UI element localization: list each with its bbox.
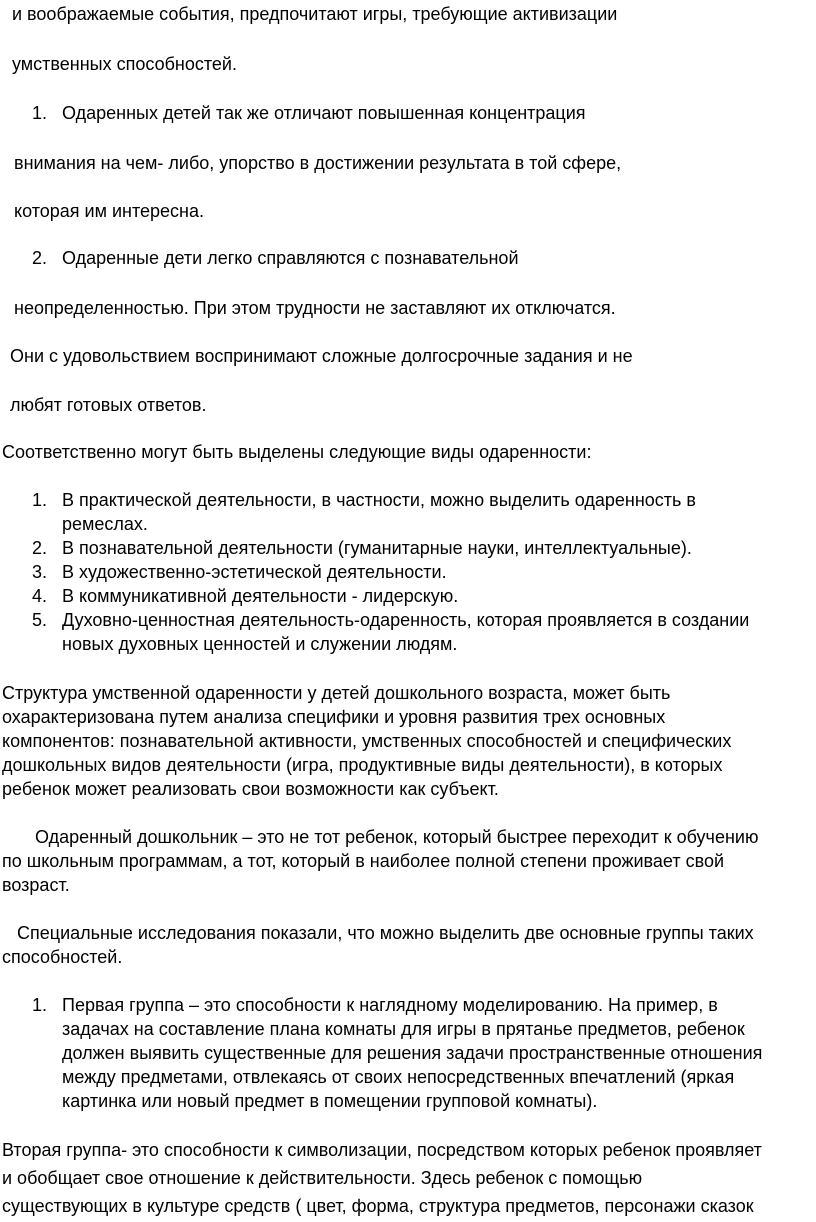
list-number: 3. — [32, 562, 48, 582]
paragraph-line: возраст. — [2, 875, 70, 895]
list-number: 1. — [32, 490, 48, 510]
list-number: 2. — [32, 248, 48, 268]
list-item-line: картинка или новый предмет в помещении групповой комнаты). — [62, 1091, 598, 1111]
list-item-line: Одаренных детей так же отличают повышенная концентрация — [62, 103, 586, 123]
list-item-line: В познавательной деятельности (гуманитарные науки, интеллектуальные). — [62, 538, 692, 558]
paragraph-line: и обобщает свое отношение к действительности. Здесь ребенок с помощью — [2, 1168, 643, 1188]
paragraph-line: способностей. — [2, 947, 123, 967]
paragraph-line: Вторая группа- это способности к символизации, посредством которых ребенок проявляет — [2, 1140, 762, 1160]
list-item-line: В художественно-эстетической деятельности. — [62, 562, 447, 582]
paragraph-line: Структура умственной одаренности у детей дошкольного возраста, может быть — [2, 683, 671, 703]
paragraph-line: по школьным программам, а тот, который в наиболее полной степени проживает свой — [2, 851, 725, 871]
list-item-line: задачах на составление плана комнаты для игры в прятанье предметов, ребенок — [62, 1019, 745, 1039]
types-heading: Соответственно могут быть выделены следующие виды одаренности: — [2, 442, 592, 462]
paragraph-line: компонентов: познавательной активности, умственных способностей и специфических — [2, 731, 732, 751]
list-item-line: В практической деятельности, в частности, можно выделить одаренность в — [62, 490, 696, 510]
paragraph-line: ребенок может реализовать свои возможности как субъект. — [2, 779, 499, 799]
paragraph-line: охарактеризована путем анализа специфики и уровня развития трех основных — [2, 707, 666, 727]
list-number: 5. — [32, 610, 48, 630]
list-item-line: Одаренные дети легко справляются с познавательной — [62, 248, 519, 268]
list-item-line: которая им интересна. — [14, 201, 204, 221]
intro-line-2: умственных способностей. — [12, 54, 237, 74]
list-number: 2. — [32, 538, 48, 558]
paragraph-line: Одаренный дошкольник – это не тот ребенок, который быстрее переходит к обучению — [35, 827, 759, 847]
list-item-line: новых духовных ценностей и служении людям. — [62, 634, 458, 654]
list-number: 1. — [32, 103, 48, 123]
list-number: 4. — [32, 586, 48, 606]
list-item-line: Духовно-ценностная деятельность-одаренность, которая проявляется в создании — [62, 610, 750, 630]
paragraph-line: существующих в культуре средств ( цвет, форма, структура предметов, персонажи сказок — [2, 1196, 754, 1216]
after-list-line-1: Они с удовольствием воспринимают сложные долгосрочные задания и не — [10, 346, 633, 366]
paragraph-line: Специальные исследования показали, что можно выделить две основные группы таких — [17, 923, 754, 943]
list-item-line: ремеслах. — [62, 514, 148, 534]
list-item-line: внимания на чем- либо, упорство в достижении результата в той сфере, — [14, 153, 622, 173]
paragraph-line: дошкольных видов деятельности (игра, продуктивные виды деятельности), в которых — [2, 755, 723, 775]
list-item-line: Первая группа – это способности к наглядному моделированию. На пример, в — [62, 995, 718, 1015]
list-item-line: между предметами, отвлекаясь от своих непосредственных впечатлений (яркая — [62, 1067, 735, 1087]
intro-line-1: и воображаемые события, предпочитают игры, требующие активизации — [12, 4, 618, 24]
list-item-line: неопределенностью. При этом трудности не заставляют их отключатся. — [14, 298, 616, 318]
list-item-line: должен выявить существенные для решения задачи пространственные отношения — [62, 1043, 763, 1063]
after-list-line-2: любят готовых ответов. — [10, 395, 207, 415]
list-item-line: В коммуникативной деятельности - лидерскую. — [62, 586, 459, 606]
list-number: 1. — [32, 995, 48, 1015]
